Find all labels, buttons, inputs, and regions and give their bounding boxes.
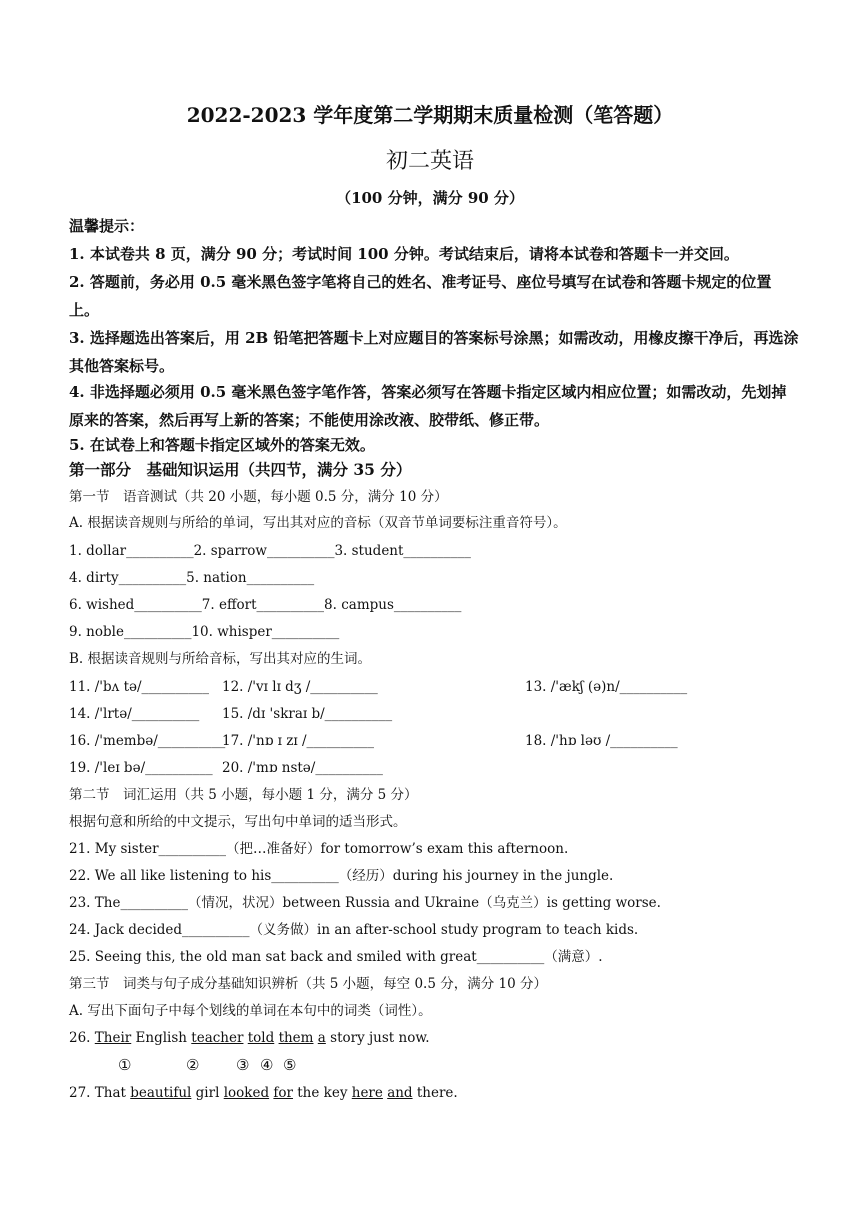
underlined-word: and — [387, 1085, 413, 1101]
word-question: 19. /'leɪ bə/__________ — [69, 760, 213, 776]
sentence-text: girl — [191, 1085, 224, 1101]
exam-subject: 初二英语 — [385, 149, 474, 174]
sentence-text: there. — [412, 1085, 458, 1101]
tip-item: 1. 本试卷共 8 页，满分 90 分；考试时间 100 分钟。考试结束后，请将本试卷和答题卡一并交回。 — [69, 245, 739, 263]
marker-4: ④ — [260, 1056, 274, 1074]
vocab-question: 25. Seeing this, the old man sat back and smiled with great__________（满意）. — [69, 949, 603, 965]
phonetic-question-line: 9. noble__________10. whisper__________ — [69, 624, 340, 640]
word-question: 13. /'ækʃ (ə)n/__________ — [525, 679, 688, 695]
marker-2: ② — [186, 1056, 200, 1074]
exam-title: 2022-2023 学年度第二学期期末质量检测（笔答题） — [186, 103, 674, 127]
word-question: 16. /'membə/__________ — [69, 733, 226, 749]
section1-a-instruction: A. 根据读音规则与所给的单词，写出其对应的音标（双音节单词要标注重音符号）。 — [69, 515, 567, 531]
vocab-question: 23. The__________（情况，状况）between Russia and Ukraine（乌克兰）is getting worse. — [69, 895, 661, 911]
question-number: 26. — [69, 1030, 95, 1046]
word-question: 18. /'hɒ ləʊ /__________ — [525, 733, 678, 749]
underlined-word: looked — [223, 1085, 270, 1101]
marker-1: ① — [118, 1056, 132, 1074]
vocab-question: 22. We all like listening to his__________（经历）during his journey in the jungle. — [69, 868, 614, 884]
word-question: 20. /'mɒ nstə/__________ — [222, 760, 383, 776]
word-question: 12. /'vɪ lɪ dʒ /__________ — [222, 679, 378, 695]
underlined-word: beautiful — [130, 1085, 192, 1101]
section3-a-instruction: A. 写出下面句子中每个划线的单词在本句中的词类（词性）。 — [69, 1003, 432, 1019]
part1-heading: 第一部分 基础知识运用（共四节，满分 35 分） — [69, 460, 412, 479]
vocab-question: 24. Jack decided__________（义务做）in an after-school study program to teach kids. — [69, 922, 639, 938]
tip-item: 3. 选择题选出答案后，用 2B 铅笔把答题卡上对应题目的答案标号涂黑；如需改动，用橡皮擦干净后，再选涂其他答案标号。 — [69, 329, 799, 375]
sentence-text: English — [131, 1030, 192, 1046]
word-question: 14. /'lrtə/__________ — [69, 706, 200, 722]
question-26 — [69, 1028, 430, 1048]
phonetic-question-line: 1. dollar__________2. sparrow__________3. student__________ — [69, 543, 471, 559]
section3-heading: 第三节 词类与句子成分基础知识辨析（共 5 小题，每空 0.5 分，满分 10 分） — [69, 976, 547, 992]
question-number: 27. That — [69, 1085, 131, 1101]
tips-label: 温馨提示： — [69, 217, 145, 235]
underlined-word: teacher — [191, 1030, 244, 1046]
tip-item: 2. 答题前，务必用 0.5 毫米黑色签字笔将自己的姓名、准考证号、座位号填写在试卷和答题卡规定的位置上。 — [69, 273, 772, 319]
tip-item: 5. 在试卷上和答题卡指定区域外的答案无效。 — [69, 436, 375, 454]
phonetic-question-line: 6. wished__________7. effort__________8. campus__________ — [69, 597, 462, 613]
word-question: 17. /'nɒ ɪ zɪ /__________ — [222, 733, 375, 749]
underlined-word: here — [351, 1085, 383, 1101]
marker-3: ③ — [236, 1056, 250, 1074]
underlined-word: for — [273, 1085, 293, 1101]
underlined-word: them — [278, 1030, 314, 1046]
underlined-word: told — [247, 1030, 275, 1046]
word-question: 11. /'bʌ tə/__________ — [69, 679, 210, 695]
section1-heading: 第一节 语音测试（共 20 小题，每小题 0.5 分，满分 10 分） — [69, 489, 448, 505]
section2-instruction: 根据句意和所给的中文提示，写出句中单词的适当形式。 — [69, 814, 407, 830]
tip-item: 4. 非选择题必须用 0.5 毫米黑色签字笔作答，答案必须写在答题卡指定区域内相应位置；如需改动，先划掉原来的答案，然后再写上新的答案；不能使用涂改液、胶带纸、修正带。 — [69, 383, 787, 429]
word-question: 15. /dɪ 'skraɪ b/__________ — [222, 706, 393, 722]
section2-heading: 第二节 词汇运用（共 5 小题，每小题 1 分，满分 5 分） — [69, 787, 418, 803]
question-27 — [69, 1083, 458, 1103]
section1-b-instruction: B. 根据读音规则与所给音标，写出其对应的生词。 — [69, 651, 372, 667]
vocab-question: 21. My sister__________（把…准备好）for tomorrow’s exam this afternoon. — [69, 841, 569, 857]
phonetic-question-line: 4. dirty__________5. nation__________ — [69, 570, 315, 586]
underlined-word: Their — [94, 1030, 132, 1046]
exam-time-info: （100 分钟，满分 90 分） — [336, 189, 524, 207]
underlined-word: a — [317, 1030, 326, 1046]
marker-5: ⑤ — [283, 1056, 297, 1074]
sentence-text: story just now. — [325, 1030, 430, 1046]
sentence-text: the key — [292, 1085, 352, 1101]
